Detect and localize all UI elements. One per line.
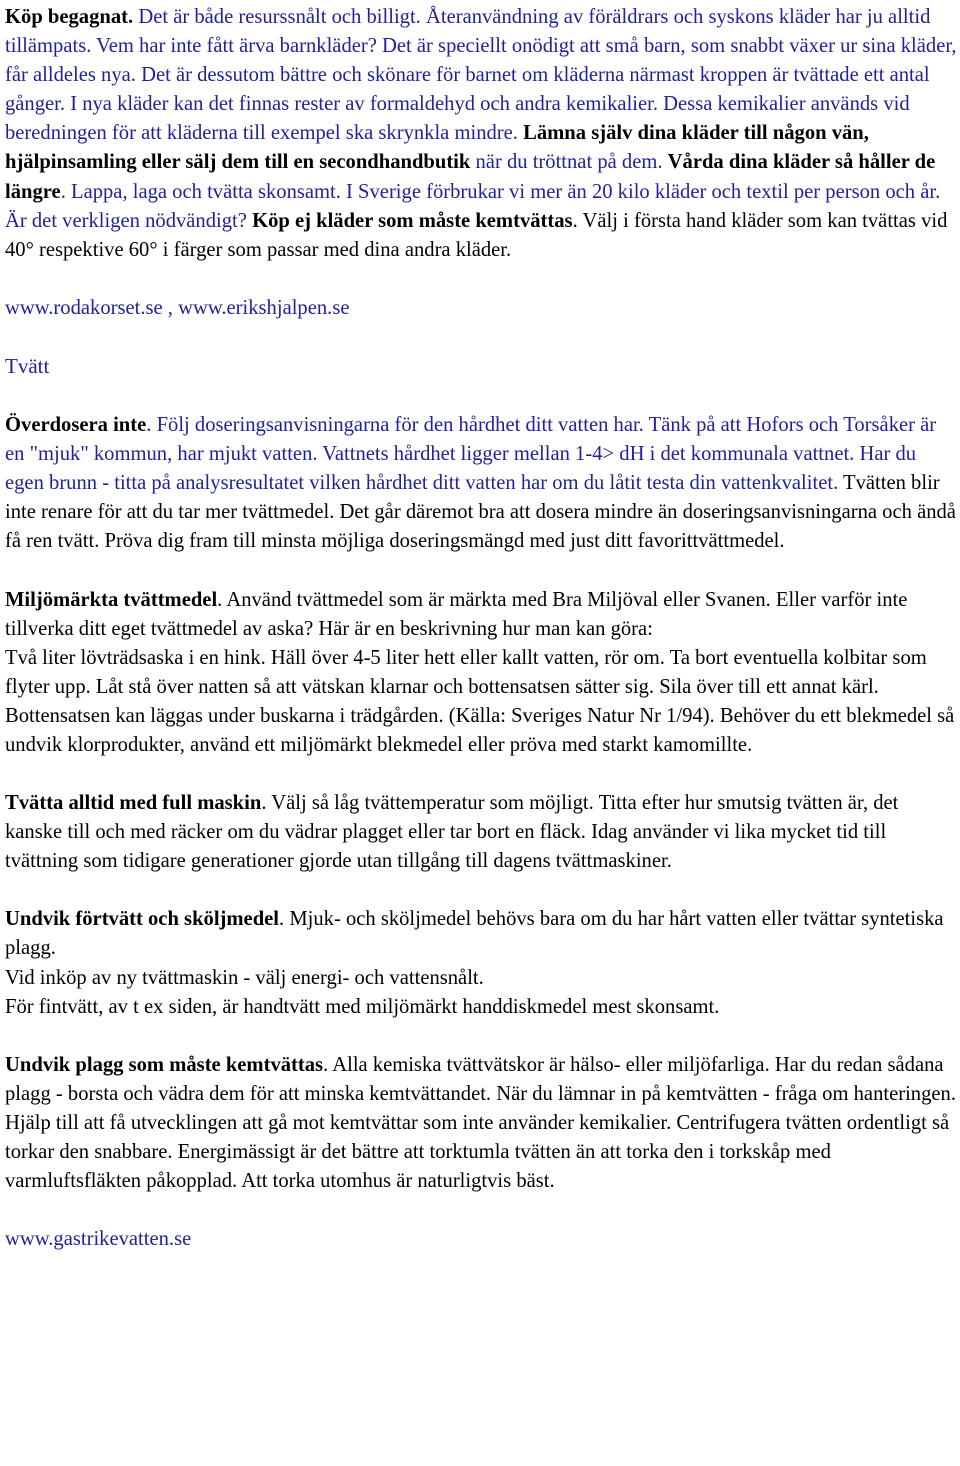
spacer: [5, 760, 960, 789]
links-charity: [5, 294, 960, 323]
spacer: [5, 876, 960, 905]
text-buy-used: Det är både resurssnålt och billigt. Återanvändning av föräldrars och syskons kläder har ju alltid tillämpats. Vem har inte fått ärva barnkläder? Det är speciellt onödigt att små barn, som snabbt växer ur sina kläder, får alldeles nya. Det är dessutom bättre och skönare för barnet om kläderna närmast kroppen är tvättade ett antal gånger. I nya kläder kan det finnas rester av formaldehyd och andra kemikalier. Dessa kemikalier används vid beredningen för att kläderna till exempel ska skrynkla mindre.: [5, 6, 957, 145]
text-eco-detergent: . Använd tvättmedel som är märkta med Bra Miljöval eller Svanen. Eller varför inte tillverka ditt eget tvättmedel av aska? Här är en beskrivning hur man kan göra:: [5, 588, 908, 640]
bold-care-clothes: Vårda dina kläder så håller de längre: [5, 151, 936, 203]
spacer: [5, 1022, 960, 1051]
bold-full-machine: Tvätta alltid med full maskin: [5, 792, 262, 815]
paragraph-eco-detergent: [5, 586, 960, 761]
links-water: [5, 1225, 960, 1254]
bold-softener: Undvik förtvätt och sköljmedel: [5, 908, 280, 931]
text-delicates: För fintvätt, av t ex siden, är handtvätt med miljömärkt handdiskmedel mest skonsamt.: [5, 995, 720, 1018]
spacer: [5, 1196, 960, 1225]
text-softener: . Mjuk- och sköljmedel behövs bara om du har hårt vatten eller tvättar syntetiska plagg.: [5, 908, 944, 960]
paragraph-dosage: [5, 411, 960, 556]
paragraph-full-machine: [5, 789, 960, 876]
bold-eco-detergent: Miljömärkta tvättmedel: [5, 588, 218, 611]
text-new-machine: Vid inköp av ny tvättmaskin - välj energi- och vattensnålt.: [5, 966, 484, 989]
section-heading-tvatt: [5, 352, 960, 382]
link-gastrikevatten[interactable]: www.gastrikevatten.se: [5, 1228, 192, 1251]
paragraph-buy-used: [5, 3, 960, 265]
spacer: [5, 265, 960, 294]
spacer: [5, 382, 960, 411]
paragraph-dry-cleaning: [5, 1051, 960, 1196]
text-dry-cleaning: . Alla kemiska tvättvätskor är hälso- eller miljöfarliga. Har du redan sådana plagg - borsta och vädra dem för att minska kemtvättandet. När du lämnar in på kemtvätten - fråga om hanteringen. Hjälp till att få utvecklingen att gå mot kemtvättar som inte använder kemikalier. Centrifugera tvätten ordentligt så torkar den snabbare. Energimässigt är det bättre att torktumla tvätten än att torka den i torkskåp med varmluftsfläkten påkopplad. Att torka utomhus är naturligtvis bäst.: [5, 1053, 956, 1193]
spacer: [5, 323, 960, 352]
link-charity-sites[interactable]: www.rodakorset.se , www.erikshjalpen.se: [5, 296, 350, 319]
text-care-clothes: . Lappa, laga och tvätta skonsamt. I Sverige förbrukar vi mer än 20 kilo kläder och textil per person och år. Är det verkligen nödvändigt?: [5, 180, 941, 232]
text-no-dry-clean: . Välj i första hand kläder som kan tvättas vid 40° respektive 60° i färger som passar med dina andra kläder.: [5, 209, 948, 261]
text-dosage: . Följ doseringsanvisningarna för den hårdhet ditt vatten har. Tänk på att Hofors och Torsåker är en "mjuk" kommun, har mjukt vatten. Vattnets hårdhet ligger mellan 1-4> dH i det kommunala vattnet. Har du egen brunn - titta på analysresultatet vilken hårdhet ditt vatten har om du låtit testa din vattenkvalitet.: [5, 414, 937, 495]
text-ash-recipe: Två liter lövträdsaska i en hink. Häll över 4-5 liter hett eller kallt vatten, rör om. Ta bort eventuella kolbitar som flyter upp. Låt stå över natten så att vätskan klarnar och bottensatsen sätter sig. Sila över till ett annat kärl. Bottensatsen kan läggas under buskarna i trädgården. (Källa: Sveriges Natur Nr 1/94). Behöver du ett blekmedel så undvik klorprodukter, använd ett miljömärkt blekmedel eller pröva med starkt kamomillte.: [5, 646, 955, 756]
bold-no-dry-clean: Köp ej kläder som måste kemtvättas: [252, 209, 573, 232]
heading-tvatt: Tvätt: [5, 353, 50, 378]
text-dosage-tip: Tvätten blir inte renare för att du tar mer tvättmedel. Det går däremot bra att dosera mindre än doseringsanvisningarna och ändå få ren tvätt. Pröva dig fram till minsta möjliga doseringsmängd med just ditt favorittvättmedel.: [5, 472, 956, 553]
text-full-machine: . Välj så låg tvättemperatur som möjligt. Titta efter hur smutsig tvätten är, det kanske till och med räcker om du vädrar plagget eller tar bort en fläck. Idag använder vi lika mycket tid till tvättning som tidigare generationer gjorde utan tillgång till dagens tvättmaskiner.: [5, 792, 899, 873]
bold-give-away: Lämna själv dina kläder till någon vän, hjälpinsamling eller sälj dem till en secondhandbutik: [5, 122, 869, 174]
bold-no-overdose: Överdosera inte: [5, 414, 147, 437]
text-give-away: när du tröttnat på dem.: [470, 151, 663, 174]
document-body: [5, 3, 960, 1254]
bold-buy-used: Köp begagnat.: [5, 6, 134, 28]
bold-dry-cleaning: Undvik plagg som måste kemtvättas: [5, 1053, 324, 1076]
paragraph-softener: [5, 905, 960, 1021]
spacer: [5, 557, 960, 586]
